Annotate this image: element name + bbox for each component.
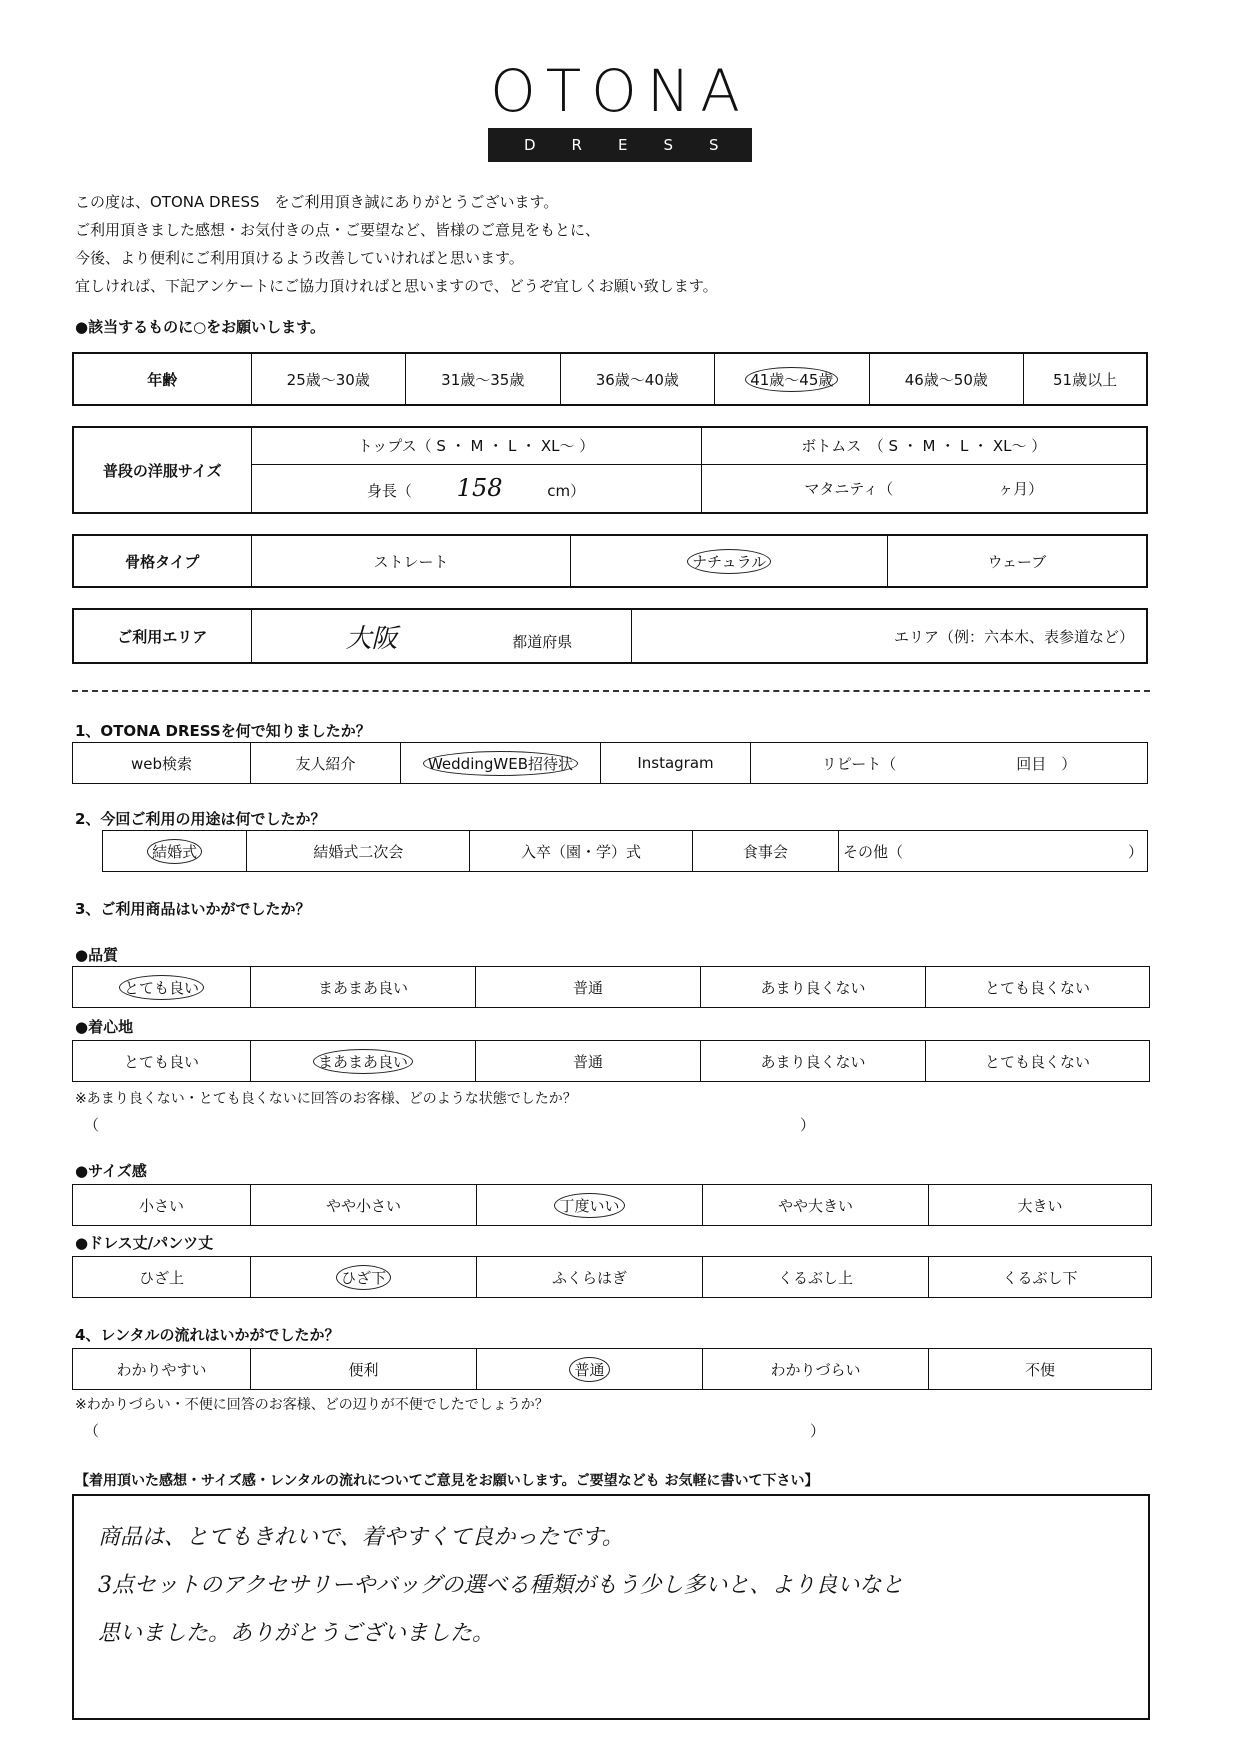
q2-table: [102, 830, 1148, 872]
age-option-selected[interactable]: [715, 353, 870, 405]
body-type-option[interactable]: ストレート: [251, 535, 571, 587]
quality-option-label: とても良い: [123, 978, 199, 997]
fit-label: ●サイズ感: [75, 1162, 147, 1180]
comment-label: 【着用頂いた感想・サイズ感・レンタルの流れについてご意見をお願いします。ご要望なども お気軽に書いて下さい】: [75, 1473, 819, 1489]
q4-table: [72, 1348, 1152, 1390]
q1-option[interactable]: リピート（ 回目 ）: [751, 743, 1148, 784]
age-option-label: 41歳～45歳: [750, 370, 834, 389]
length-option[interactable]: ひざ上: [73, 1257, 251, 1298]
q4-option[interactable]: 便利: [251, 1349, 477, 1390]
q4-option[interactable]: 不便: [929, 1349, 1152, 1390]
comment-line: 商品は、とてもきれいで、着やすくて良かったです。: [98, 1525, 624, 1550]
quality-option[interactable]: とても良くない: [926, 967, 1150, 1008]
q2-option-label: 結婚式: [152, 842, 198, 861]
fit-option[interactable]: 大きい: [929, 1185, 1152, 1226]
fit-option-label: 丁度いい: [559, 1196, 620, 1215]
q4-title: 4、レンタルの流れはいかがでしたか？: [75, 1326, 340, 1344]
divider: [72, 690, 1150, 692]
q2-title: 2、今回ご利用の用途は何でしたか？: [75, 810, 326, 828]
paren-close: ）: [800, 1116, 816, 1134]
comfort-note: ※あまり良くない・とても良くないに回答のお客様、どのような状態でしたか？: [75, 1091, 577, 1107]
comfort-option-selected[interactable]: [251, 1041, 476, 1082]
tops-size[interactable]: トップス（ S ・ M ・ L ・ XL～ ）: [251, 427, 701, 464]
length-option[interactable]: ふくらはぎ: [477, 1257, 703, 1298]
age-option[interactable]: 25歳～30歳: [251, 353, 406, 405]
selection-circle: [554, 1193, 624, 1218]
q4-option[interactable]: わかりやすい: [73, 1349, 251, 1390]
intro-line: この度は、OTONA DRESS をご利用頂き誠にありがとうございます。: [75, 193, 559, 211]
age-option[interactable]: 36歳～40歳: [560, 353, 715, 405]
comment-line: 思いました。ありがとうございました。: [98, 1621, 495, 1646]
body-type-option-selected[interactable]: [571, 535, 887, 587]
height-unit: cm）: [547, 482, 586, 501]
height-field[interactable]: [251, 464, 701, 513]
selection-circle: [423, 751, 578, 776]
q1-title: 1、OTONA DRESSを何で知りましたか？: [75, 722, 371, 740]
comfort-option[interactable]: あまり良くない: [701, 1041, 926, 1082]
size-label: 普段の洋服サイズ: [73, 427, 251, 513]
length-option-label: ひざ下: [340, 1268, 386, 1287]
q4-note: ※わかりづらい・不便に回答のお客様、どの辺りが不便でしたでしょうか？: [75, 1397, 549, 1413]
size-table: [72, 426, 1148, 514]
q2-option[interactable]: 入卒（園・学）式: [470, 831, 692, 872]
selection-circle: [336, 1265, 391, 1290]
quality-option[interactable]: あまり良くない: [701, 967, 926, 1008]
body-type-table: [72, 534, 1148, 588]
height-label: 身長（: [366, 482, 412, 501]
length-option-selected[interactable]: [251, 1257, 477, 1298]
intro-line: 今後、より便利にご利用頂けるよう改善していければと思います。: [75, 249, 524, 267]
comfort-option[interactable]: 普通: [476, 1041, 701, 1082]
logo-subtitle: DRESS: [488, 128, 752, 162]
q2-option[interactable]: 結婚式二次会: [247, 831, 470, 872]
comfort-option[interactable]: とても良い: [73, 1041, 251, 1082]
comfort-option[interactable]: とても良くない: [926, 1041, 1150, 1082]
intro-line: ご利用頂きました感想・お気付きの点・ご要望など、皆様のご意見をもとに、: [75, 221, 601, 239]
maternity-field[interactable]: マタニティ（ ヶ月）: [701, 464, 1147, 513]
fit-table: [72, 1184, 1152, 1226]
q1-option-selected[interactable]: [401, 743, 601, 784]
selection-circle: [313, 1049, 413, 1074]
intro-line: 宜しければ、下記アンケートにご協力頂ければと思いますので、どうぞ宜しくお願い致します。: [75, 277, 718, 295]
fit-option[interactable]: やや大きい: [703, 1185, 929, 1226]
prefecture-value: 大阪: [345, 623, 398, 654]
q1-table: [72, 742, 1148, 784]
q2-option[interactable]: 食事会: [692, 831, 838, 872]
quality-option[interactable]: 普通: [476, 967, 701, 1008]
q1-option-label: WeddingWEB招待状: [427, 754, 574, 773]
selection-circle: [687, 549, 771, 574]
age-label: 年齢: [73, 353, 251, 405]
q4-option[interactable]: わかりづらい: [703, 1349, 929, 1390]
q3-title: 3、ご利用商品はいかがでしたか？: [75, 900, 311, 918]
paren-close: ）: [810, 1422, 826, 1440]
selection-circle: [569, 1357, 609, 1382]
age-option[interactable]: 31歳～35歳: [406, 353, 561, 405]
paren-open: （: [84, 1422, 100, 1440]
length-option[interactable]: くるぶし上: [703, 1257, 929, 1298]
body-type-option-label: ナチュラル: [692, 552, 767, 571]
length-option[interactable]: くるぶし下: [929, 1257, 1152, 1298]
selection-circle: [119, 975, 204, 1000]
selection-circle: [147, 839, 202, 864]
age-option[interactable]: 46歳～50歳: [869, 353, 1024, 405]
age-option[interactable]: 51歳以上: [1024, 353, 1147, 405]
comfort-option-label: まあまあ良い: [317, 1052, 408, 1071]
comfort-table: [72, 1040, 1150, 1082]
length-label: ●ドレス丈/パンツ丈: [75, 1234, 214, 1252]
height-value: 158: [456, 474, 503, 503]
q4-option-selected[interactable]: [477, 1349, 703, 1390]
q1-option[interactable]: 友人紹介: [251, 743, 401, 784]
comment-line: 3点セットのアクセサリーやバッグの選べる種類がもう少し多いと、より良いなと: [98, 1573, 904, 1598]
area-table: [72, 608, 1148, 664]
comment-box[interactable]: [72, 1494, 1150, 1720]
quality-table: [72, 966, 1150, 1008]
prefecture-suffix: 都道府県: [512, 632, 573, 651]
fit-option-selected[interactable]: [477, 1185, 703, 1226]
q1-option[interactable]: web検索: [73, 743, 251, 784]
fit-option[interactable]: やや小さい: [251, 1185, 477, 1226]
paren-open: （: [84, 1116, 100, 1134]
quality-option-selected[interactable]: [73, 967, 251, 1008]
body-type-label: 骨格タイプ: [73, 535, 251, 587]
intro-text: [75, 188, 718, 300]
area-label: ご利用エリア: [73, 609, 251, 663]
q2-option[interactable]: その他（ ）: [838, 831, 1147, 872]
area-example[interactable]: エリア（例：六本木、表参道など）: [631, 609, 1147, 663]
fit-option[interactable]: 小さい: [73, 1185, 251, 1226]
age-table: [72, 352, 1148, 406]
quality-option[interactable]: まあまあ良い: [251, 967, 476, 1008]
selection-circle: [745, 367, 838, 392]
length-table: [72, 1256, 1152, 1298]
logo-title: OTONA: [490, 57, 750, 125]
prefecture-field[interactable]: [251, 609, 631, 663]
comfort-label: ●着心地: [75, 1018, 134, 1036]
q1-option[interactable]: Instagram: [601, 743, 751, 784]
brand-logo: [488, 57, 755, 162]
body-type-option[interactable]: ウェーブ: [887, 535, 1147, 587]
bottoms-size[interactable]: ボトムス （ S ・ M ・ L ・ XL～ ）: [701, 427, 1147, 464]
q2-option-selected[interactable]: [103, 831, 247, 872]
q4-option-label: 普通: [574, 1360, 605, 1379]
quality-label: ●品質: [75, 946, 119, 964]
instruction: ●該当するものに○をお願いします。: [75, 318, 325, 336]
